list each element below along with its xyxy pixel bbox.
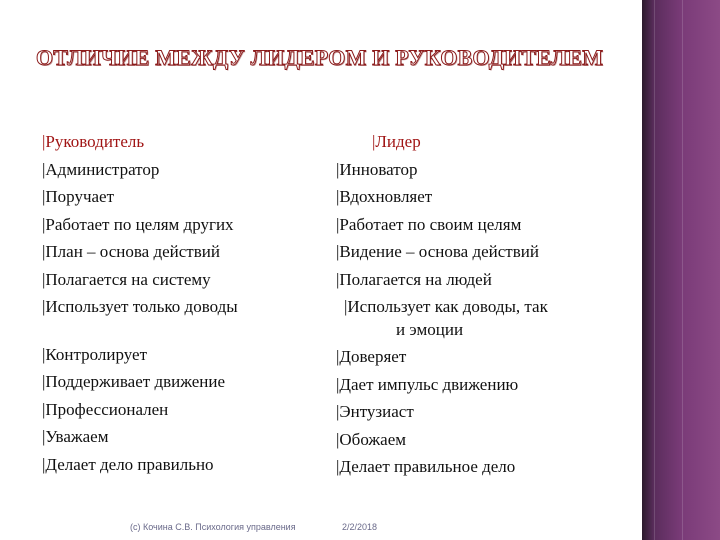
manager-item: |Использует только доводы	[42, 297, 238, 316]
manager-column	[42, 128, 342, 478]
manager-item: |План – основа действий	[42, 242, 220, 261]
leader-item: |Использует как доводы, так и эмоции	[336, 293, 626, 343]
footer-date: 2/2/2018	[342, 522, 378, 532]
manager-item: |Администратор	[42, 159, 160, 179]
leader-item: |Делает правильное дело	[336, 457, 516, 476]
manager-item: |Работает по целям других	[42, 214, 234, 234]
manager-header: |Руководитель	[42, 132, 145, 151]
leader-item: |Энтузиаст	[336, 402, 414, 421]
slide-title: ОТЛИЧИЕ МЕЖДУ ЛИДЕРОМ И РУКОВОДИТЕЛЕМ	[36, 45, 604, 70]
manager-item: |Поручает	[42, 187, 115, 206]
footer-author: (c) Кочина С.В. Психология управления	[130, 522, 296, 532]
manager-item: |Профессионален	[42, 399, 169, 419]
leader-column	[336, 128, 626, 481]
leader-item: |Полагается на людей	[336, 269, 492, 289]
leader-item: |Доверяет	[336, 347, 407, 366]
leader-item: |Вдохновляет	[336, 187, 433, 206]
leader-item: |Видение – основа действий	[336, 242, 539, 261]
manager-item: |Делает дело правильно	[42, 454, 214, 474]
leader-item-continuation: и эмоции	[396, 319, 464, 339]
manager-item: |Поддерживает движение	[42, 372, 226, 391]
manager-item: |Уважаем	[42, 427, 109, 446]
manager-item: |Контролирует	[42, 344, 148, 364]
leader-item: |Дает импульс движению	[336, 374, 519, 394]
decorative-side-band	[642, 0, 720, 540]
leader-header: |Лидер	[372, 132, 421, 151]
manager-item: |Полагается на систему	[42, 269, 211, 289]
leader-item: |Работает по своим целям	[336, 214, 522, 234]
leader-item: |Инноватор	[336, 159, 418, 179]
leader-item: |Обожаем	[336, 429, 407, 449]
